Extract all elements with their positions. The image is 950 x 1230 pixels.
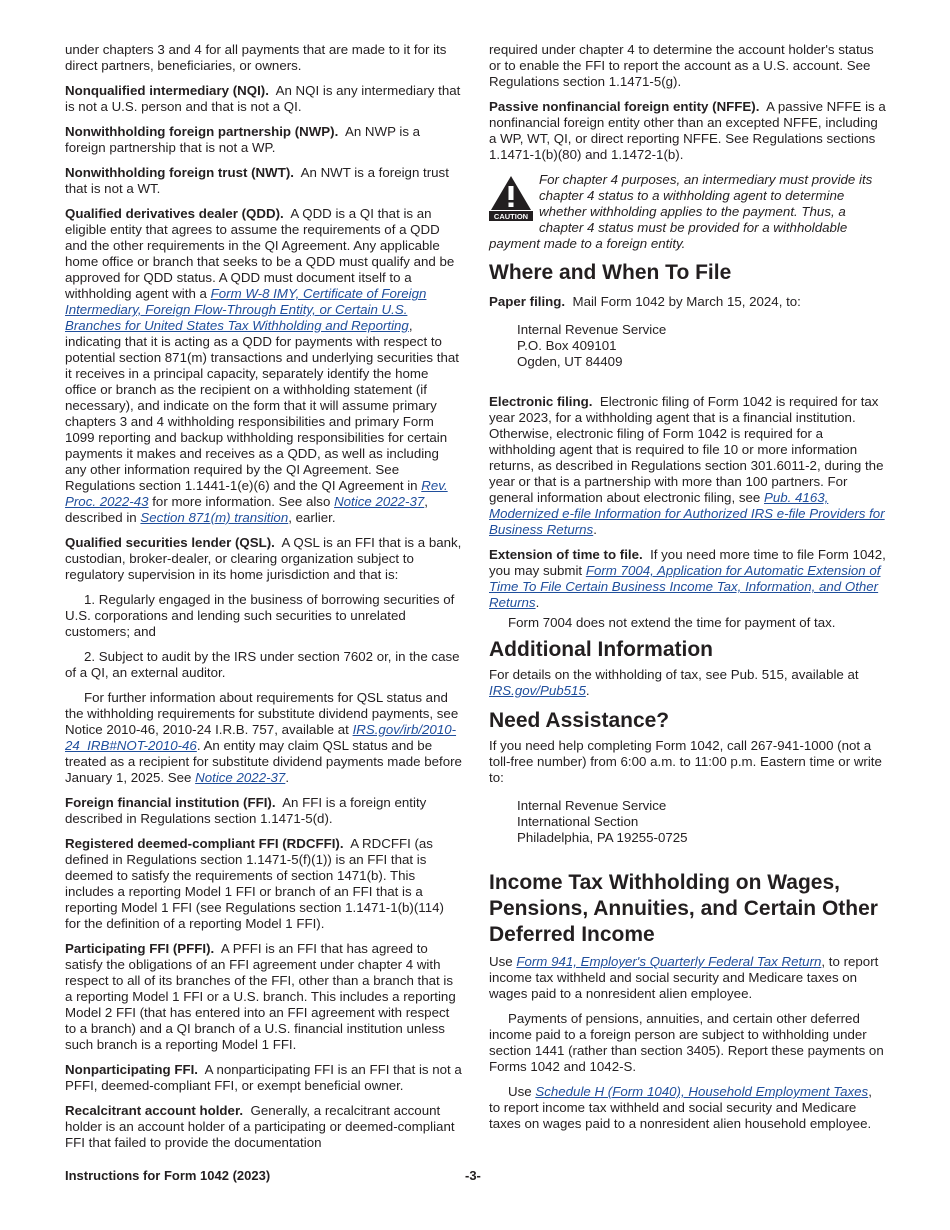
pffi-term: Participating FFI (PFFI). [65, 941, 215, 956]
qdd-text-4: , described in [65, 494, 428, 525]
inc3-pre: Use [508, 1084, 532, 1099]
qsl-further-text-1: For further information about requirements for QSL status and the withholding requirements for substitute dividend payments, see Notice 2010-46, 2010-24 I.R.B. 757, available at [65, 690, 459, 737]
nqi-term: Nonqualified intermediary (NQI). [65, 83, 269, 98]
electronic-filing [489, 394, 886, 538]
ext-term: Extension of time to file. [489, 547, 643, 562]
income-para-3 [489, 1084, 886, 1132]
irb-link[interactable]: IRS.gov/irb/2010-24_IRB#NOT-2010-46 [65, 722, 457, 753]
rdcffi-definition [65, 836, 462, 932]
qdd-text-1: A QDD is a QI that is an eligible entity that agrees to assume the requirements of a QDD and the other requirements in the QI Agreement. Any applicable home office or branch that seeks to be a QDD must qualify and be approved for QDD status. A QDD must document itself to a withholding agent with a [65, 206, 455, 301]
address-line: Internal Revenue Service [517, 322, 667, 337]
nffe-term: Passive nonfinancial foreign entity (NFFE). [489, 99, 760, 114]
qsl-further-text-3: . [285, 770, 290, 785]
inc1-pre: Use [489, 954, 513, 969]
nwt-definition [65, 165, 462, 197]
inc1-text: , to report income tax withheld and social security and Medicare taxes on wages paid to a nonresident alien employee. [489, 954, 879, 1001]
address-line: Philadelphia, PA 19255-0725 [517, 830, 688, 845]
left-column [65, 42, 462, 1160]
rah-term: Recalcitrant account holder. [65, 1103, 244, 1118]
page-number: -3- [465, 1168, 481, 1183]
notice-2022-37-link[interactable]: Notice 2022-37 [334, 494, 425, 509]
page-footer [65, 1168, 886, 1183]
npffi-text: A nonparticipating FFI is an FFI that is not a PFFI, deemed-compliant FFI, or exempt beneficial owner. [65, 1062, 462, 1093]
qsl-item-1: 1. Regularly engaged in the business of borrowing securities of U.S. corporations and lending such securities to unrelated customers; and [65, 592, 455, 639]
rev-proc-link[interactable]: Rev. Proc. 2022-43 [65, 478, 448, 509]
npffi-definition [65, 1062, 462, 1094]
qsl-item-2: 2. Subject to audit by the IRS under section 7602 or, in the case of a QI, an external auditor. [65, 649, 460, 680]
form-7004-link[interactable]: Form 7004, Application for Automatic Extension of Time To File Certain Business Income Tax, Information, and Other Returns [489, 563, 881, 610]
addl-text: For details on the withholding of tax, see Pub. 515, available at [489, 667, 859, 682]
continued-paragraph: under chapters 3 and 4 for all payments that are made to it for its direct partners, beneficiaries, or owners. [65, 42, 447, 73]
nffe-text: A passive NFFE is a nonfinancial foreign entity other than an excepted NFFE, including a WP, WT, QI, or direct reporting NFFE. See Regulations sections 1.1471-1(b)(80) and 1.1472-1(b). [489, 99, 886, 162]
ext-end: . [535, 595, 540, 610]
ext-text: If you need more time to file Form 1042, you may submit [489, 547, 886, 578]
qdd-text-2: , indicating that it is acting as a QDD for payments with respect to potential section 871(m) transactions and underlying securities that it receives in a principal capacity, separately identify the home office or branch as the recipient on a withholding statement (if necessary), and indicate on the form that it will assume primary chapters 3 and 4 withholding responsibilities and primary Form 1099 reporting and backup withholding responsibilities for certain payments it makes and receives as a QDD, as well as including any other information required by the QI Agreement. See Regulations section 1.1441-1(e)(6) and the QI Agreement in [65, 318, 459, 493]
rah-definition [65, 1103, 462, 1151]
caution-label: CAUTION [493, 212, 529, 221]
additional-info-heading: Additional Information [489, 638, 713, 661]
paper-filing [489, 294, 886, 310]
qdd-text-3: for more information. See also [152, 494, 331, 509]
where-when-heading: Where and When To File [489, 261, 732, 284]
need-assistance-text: If you need help completing Form 1042, call 267-941-1000 (not a toll-free number) from 6:00 a.m. to 11:00 p.m. Eastern time or write to: [489, 738, 882, 785]
pffi-text: A PFFI is an FFI that has agreed to satisfy the obligations of an FFI agreement under chapter 4 with respect to all of its branches of the FFI, other than a branch that is a reporting Model 1 FFI or a U.S. branch. This includes a reporting Model 2 FFI (that has entered into an FFI agreement with respect to a branch) and a QI branch of a U.S. financial institution unless such branch is a reporting Model 1 FFI. [65, 941, 456, 1052]
extension-note: Form 7004 does not extend the time for payment of tax. [508, 615, 836, 630]
schedule-h-link[interactable]: Schedule H (Form 1040), Household Employment Taxes [535, 1084, 869, 1099]
address-line: International Section [517, 814, 639, 829]
efile-term: Electronic filing. [489, 394, 593, 409]
address-line: P.O. Box 409101 [517, 338, 617, 353]
caution-box [489, 172, 886, 252]
nwt-term: Nonwithholding foreign trust (NWT). [65, 165, 294, 180]
notice-2022-37-link-2[interactable]: Notice 2022-37 [195, 770, 286, 785]
additional-info [489, 667, 886, 699]
caution-text: For chapter 4 purposes, an intermediary must provide its chapter 4 status to a withholding agent to determine whether withholding applies to the payment. Thus, a chapter 4 status must be provided for a withholdable payment made to a foreign entity. [489, 172, 873, 251]
address-line: Internal Revenue Service [517, 798, 667, 813]
right-column [489, 42, 886, 1141]
rdcffi-term: Registered deemed-compliant FFI (RDCFFI). [65, 836, 344, 851]
income-para-1 [489, 954, 886, 1002]
paper-text: Mail Form 1042 by March 15, 2024, to: [572, 294, 801, 309]
efile-end: . [593, 522, 597, 537]
ffi-definition [65, 795, 462, 827]
nwp-text: An NWP is a foreign partnership that is not a WP. [65, 124, 421, 155]
qsl-text: A QSL is an FFI that is a bank, custodian, broker-dealer, or clearing organization subject to regulatory supervision in its home jurisdiction and that is: [65, 535, 462, 582]
nffe-definition [489, 99, 886, 163]
rdcffi-text: A RDCFFI (as defined in Regulations section 1.1471-5(f)(1)) is an FFI that is deemed to satisfy the requirements of section 1471(b). This includes a reporting Model 1 FFI or branch of an FFI that is a reporting Model 1 FFI (see Regulations section 1.1471-1(b)(114) for the definition of a reporting Model 1 FFI). [65, 836, 444, 931]
international-address [489, 798, 886, 846]
form-w8imy-link[interactable]: Form W-8 IMY, Certificate of Foreign Intermediary, Foreign Flow-Through Entity, or Certain U.S. Branches for United States Tax Withholding and Reporting [65, 286, 427, 333]
extension [489, 547, 886, 611]
form-941-link[interactable]: Form 941, Employer's Quarterly Federal Tax Return [516, 954, 822, 969]
continued-paragraph-right: required under chapter 4 to determine the account holder's status or to enable the FFI to report the account as a U.S. account. See Regulations section 1.1471-5(g). [489, 42, 874, 89]
income-para-2: Payments of pensions, annuities, and certain other deferred income paid to a foreign person are subject to withholding under section 1441 (rather than section 3405). Report these payments on Forms 1042 and 1042-S. [489, 1011, 884, 1074]
nwt-text: An NWT is a foreign trust that is not a WT. [65, 165, 449, 196]
inc3-text: , to report income tax withheld and social security and Medicare taxes on wages paid to a nonresident alien household employee. [489, 1084, 872, 1131]
qsl-term: Qualified securities lender (QSL). [65, 535, 275, 550]
qdd-text-5: , earlier. [288, 510, 336, 525]
need-assistance-heading: Need Assistance? [489, 709, 670, 732]
qdd-term: Qualified derivatives dealer (QDD). [65, 206, 284, 221]
paper-term: Paper filing. [489, 294, 566, 309]
nwp-definition [65, 124, 462, 156]
section-871m-link[interactable]: Section 871(m) transition [140, 510, 289, 525]
nwp-term: Nonwithholding foreign partnership (NWP). [65, 124, 339, 139]
qsl-definition [65, 535, 462, 583]
caution-icon [489, 174, 533, 222]
ffi-term: Foreign financial institution (FFI). [65, 795, 276, 810]
address-line: Ogden, UT 84409 [517, 354, 623, 369]
income-tax-heading: Income Tax Withholding on Wages, Pensions, Annuities, and Certain Other Deferred Income [489, 871, 878, 946]
qsl-further-text-2: . An entity may claim QSL status and be treated as a recipient for substitute dividend payments made before January 1, 2025. See [65, 738, 462, 785]
npffi-term: Nonparticipating FFI. [65, 1062, 198, 1077]
mailing-address [489, 322, 886, 370]
pub-4163-link[interactable]: Pub. 4163, Modernized e-file Information for Authorized IRS e-file Providers for Business Returns [489, 490, 885, 537]
nqi-text: An NQI is any intermediary that is not a U.S. person and that is not a QI. [65, 83, 461, 114]
pffi-definition [65, 941, 462, 1053]
addl-end: . [585, 683, 590, 698]
qsl-further-info [65, 690, 462, 786]
nqi-definition [65, 83, 462, 115]
pub515-link[interactable]: IRS.gov/Pub515 [489, 683, 586, 698]
rah-text: Generally, a recalcitrant account holder is an account holder of a participating or deemed-compliant FFI that failed to provide the documentation [65, 1103, 455, 1150]
footer-title: Instructions for Form 1042 (2023) [65, 1168, 271, 1183]
efile-text: Electronic filing of Form 1042 is required for tax year 2023, for a withholding agent that is a financial institution. Otherwise, electronic filing of Form 1042 is required for a withholding agent that is required to file 10 or more information returns, as described in Regulations section 301.6011-2, during the year or that is a partnership with more than 100 partners. For general information about electronic filing, see [489, 394, 884, 505]
ffi-text: An FFI is a foreign entity described in Regulations section 1.1471-5(d). [65, 795, 427, 826]
qdd-definition [65, 206, 462, 526]
